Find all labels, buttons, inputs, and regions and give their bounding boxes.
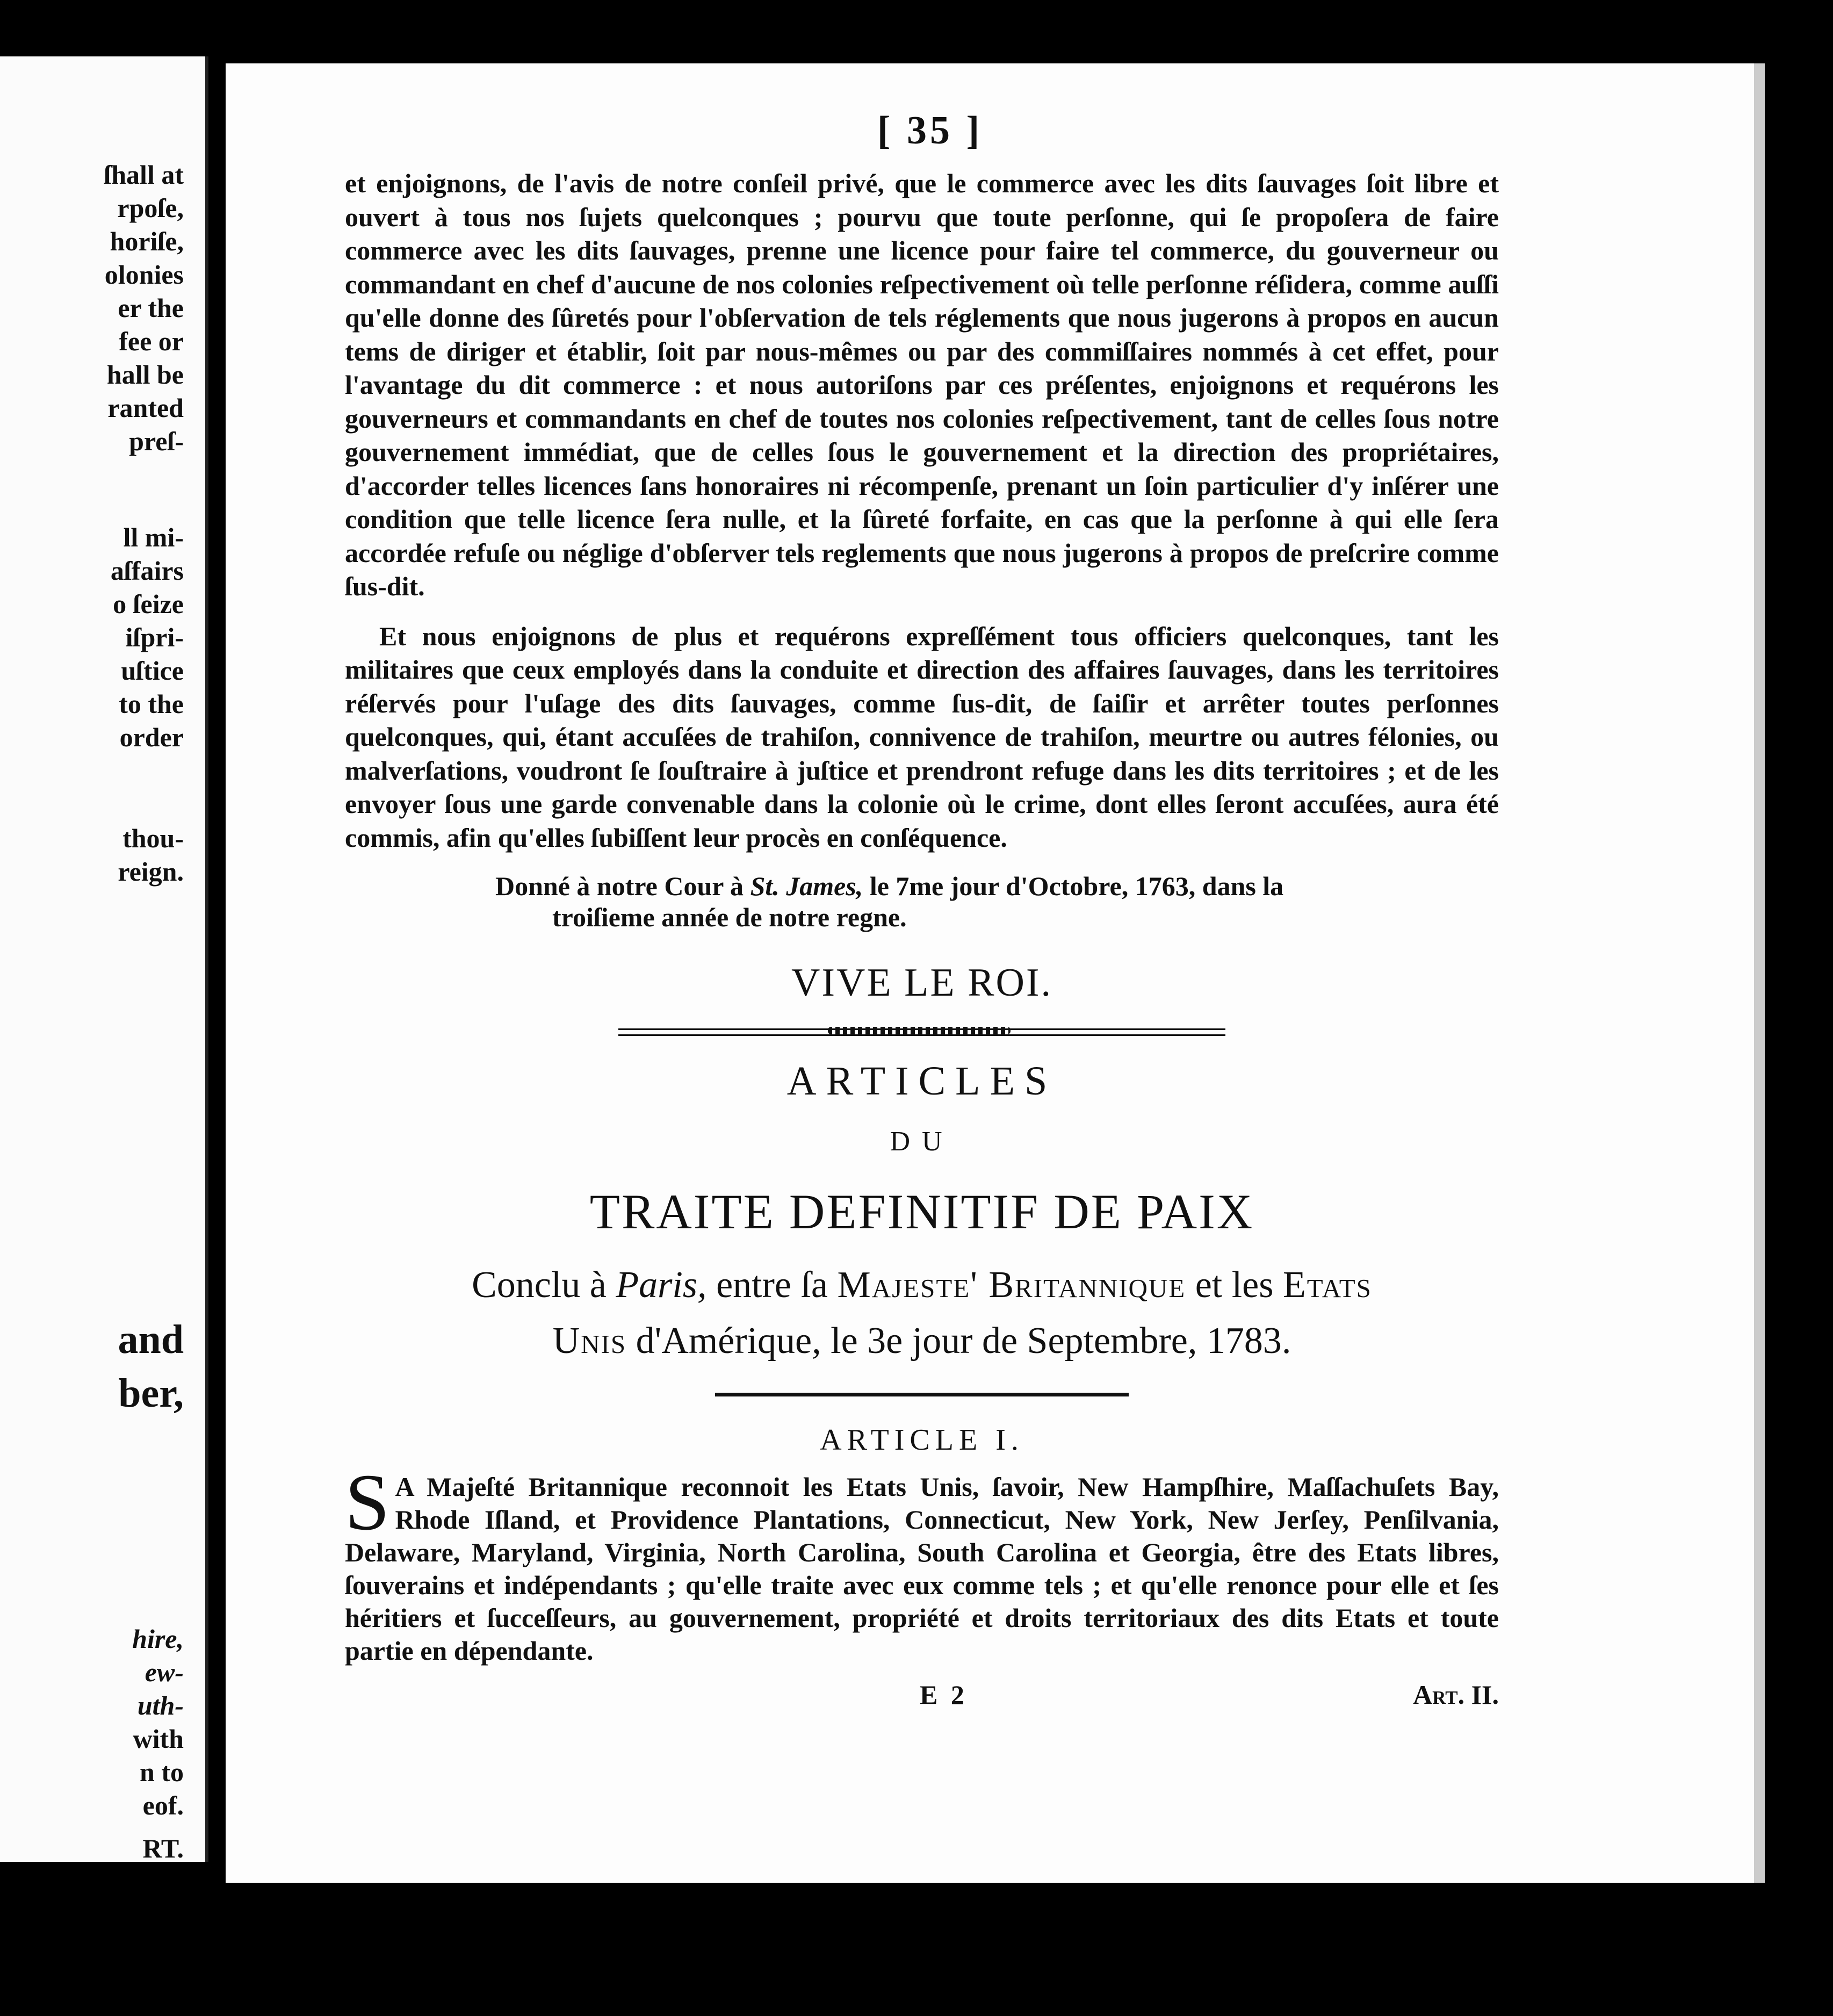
facing-page-fragment: order xyxy=(119,722,184,752)
concluded-part-4: d'Amérique, le 3e jour de Septembre, 1783. xyxy=(636,1320,1291,1362)
page-footer xyxy=(345,1679,1499,1711)
facing-page-fragment: preſ- xyxy=(129,426,184,456)
concluded-part-2: entre ſa xyxy=(716,1264,828,1306)
facing-page-fragment: with xyxy=(133,1724,184,1754)
paragraph-license-commerce: et enjoignons, de l'avis de notre conſeil privé, que le commerce avec les dits ſauvages ſoit libre et ouvert à tous nos ſujets quelconques ; pourvu que toute perſonne, qui ſe propoſera de faire commerce avec les dits ſauvages, prenne une licence pour faire tel commerce, du gouverneur ou commandant en chef d'aucune de nos colonies reſpectivement où telle perſonne réſidera, comme auſſi qu'elle donne des ſûretés pour l'obſervation de tels réglements que nous jugerons à propos en aucun tems de diriger et établir, ſoit par nous-mêmes ou par des commiſſaires nommés à cet effet, pour l'avantage du dit commerce : et nous autoriſons par ces préſentes, enjoignons et requérons les gouverneurs et commandants en chef de toutes nos colonies reſpectivement, tant de celles ſous notre gouvernement immédiat, que de celles ſous le gouvernement et la direction des propriétaires, d'accorder telles licences ſans honoraires ni récompenſe, prenant un ſoin particulier d'y inſérer une condition que telle licence ſera nulle, et la ſûreté forfaite, en cas que la perſonne à qui elle ſera accordée refuſe ou néglige d'obſerver tels reglements que nous jugerons à propos de preſcrire comme ſus-dit. xyxy=(345,168,1499,601)
facing-page-fragment: olonies xyxy=(104,260,184,290)
facing-page-fragment: reign. xyxy=(118,856,184,887)
section-rule xyxy=(715,1393,1129,1396)
catchword: Art. II. xyxy=(1413,1680,1499,1710)
du-heading: DU xyxy=(890,1126,954,1157)
dated-line xyxy=(345,870,1499,933)
facing-page-fragment: hall be xyxy=(106,359,184,390)
facing-page-fragment: rpoſe, xyxy=(117,193,184,223)
facing-page-fragment: ew- xyxy=(145,1657,184,1687)
articles-heading: ARTICLES xyxy=(786,1059,1057,1104)
facing-page-fragment: ſhall at xyxy=(104,160,184,190)
concluded-paris: Paris, xyxy=(616,1264,707,1306)
vive-le-roi: VIVE LE ROI. xyxy=(791,961,1053,1005)
facing-page-fragment: eof. xyxy=(142,1790,184,1820)
dated-line-2: troiſieme année de notre regne. xyxy=(552,902,907,932)
facing-page-fragment: fee or xyxy=(119,326,184,356)
facing-page-fragment: to the xyxy=(119,689,184,719)
facing-page-fragment: ranted xyxy=(107,393,184,423)
facing-page-fragment: n to xyxy=(140,1757,184,1787)
treaty-title: TRAITE DEFINITIF DE PAIX xyxy=(589,1184,1254,1239)
page-number: [ 35 ] xyxy=(877,109,983,153)
concluded-part-1: Conclu à xyxy=(472,1264,607,1306)
article-1-text xyxy=(345,1458,1499,1667)
facing-page-fragment: ll mi- xyxy=(123,522,184,552)
facing-page-fragment: uſtice xyxy=(121,656,184,686)
facing-page-fragment: and xyxy=(118,1317,184,1362)
concluded-majeste: Majeste' Britannique xyxy=(837,1264,1186,1306)
article-1-title: ARTICLE I. xyxy=(820,1423,1024,1457)
facing-page-edge xyxy=(0,56,208,1862)
dated-place: St. James, xyxy=(750,871,863,901)
facing-page-fragment: hire, xyxy=(132,1624,184,1654)
facing-page-fragment: o ſeize xyxy=(113,589,184,619)
drop-cap: S xyxy=(345,1458,390,1547)
concluded-subtitle xyxy=(345,1257,1499,1369)
facing-page-fragment: RT. xyxy=(142,1833,184,1862)
facing-page-fragment: uth- xyxy=(137,1690,184,1720)
article-1-body: A Majeſté Britannique reconnoit les Etats Unis, ſavoir, New Hampſhire, Maſſachuſets Bay, Rhode Iſland, et Providence Plantations, Connecticut, New York, New Jerſey, Penſilvania, Delaware, Maryland, Virginia, North Carolina, South Carolina et Georgia, être des Etats libres, ſouverains et indépendants ; qu'elle traite avec eux comme tels ; et qu'elle renonce pour elle et ſes héritiers et ſucceſſeurs, au gouvernement, propriété et droits territoriaux des dits Etats et toute partie en dépendante. xyxy=(345,1472,1499,1666)
facing-page-fragment: thou- xyxy=(122,823,184,853)
concluded-etats: Etats xyxy=(1283,1264,1372,1306)
concluded-unis: Unis xyxy=(552,1320,627,1362)
facing-page-fragment: aſfairs xyxy=(110,556,184,586)
concluded-part-3: et les xyxy=(1195,1264,1274,1306)
ornamental-rule xyxy=(618,1028,1225,1036)
facing-page-fragment: er the xyxy=(118,293,184,323)
dated-prefix: Donné à notre Cour à xyxy=(495,871,744,901)
facing-page-fragment: ber, xyxy=(118,1371,184,1416)
facing-page-fragment: iſpri- xyxy=(125,622,184,652)
dated-rest: le 7me jour d'Octobre, 1763, dans la xyxy=(869,871,1284,901)
paragraph-arrest-fugitives: Et nous enjoignons de plus et requérons expreſſément tous officiers quelconques, tant les militaires que ceux employés dans la conduite et direction des affaires ſauvages, dans les territoires réſervés pour l'uſage des dits ſauvages, comme ſus-dit, de ſaiſir et arrêter toutes perſonnes quelconques, qui, étant accuſées de trahiſon, connivence de trahiſon, meurtre ou autres félonies, ou malverſations, voudront ſe ſouſtraire à juſtice et prendront refuge dans les dits territoires ; et de les envoyer ſous une garde convenable dans la colonie où le crime, dont elles ſeront accuſées, aura été commis, afin qu'elles ſubiſſent leur procès en conſéquence. xyxy=(345,621,1499,853)
page-content xyxy=(345,101,1499,1711)
facing-page-fragment: horiſe, xyxy=(110,226,184,256)
document-page xyxy=(226,63,1754,1883)
signature-mark: E 2 xyxy=(920,1680,968,1710)
